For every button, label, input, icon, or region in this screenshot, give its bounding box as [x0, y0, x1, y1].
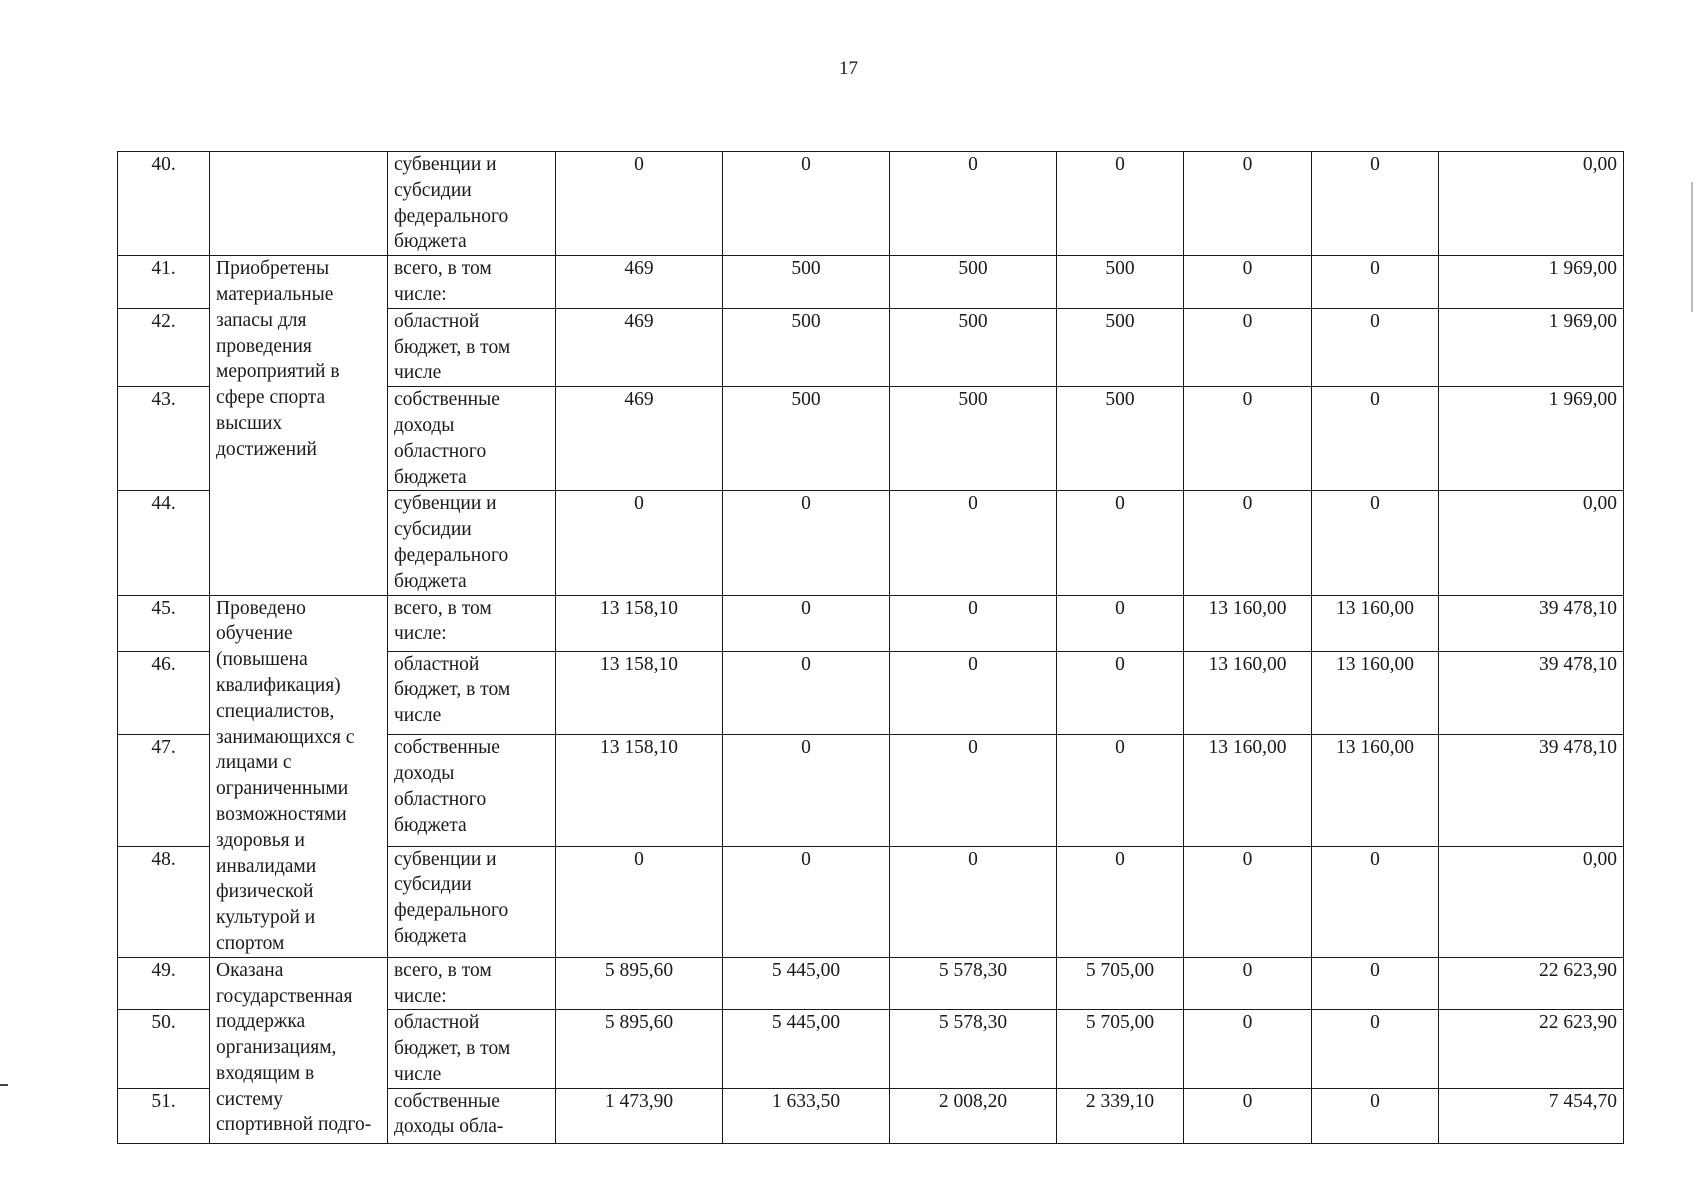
value-cell: 13 158,10: [556, 735, 723, 846]
value-cell: 5 578,30: [890, 957, 1057, 1010]
value-cell: 0: [890, 491, 1057, 595]
row-number: 47.: [118, 735, 210, 846]
budget-table: [117, 151, 1624, 1144]
scan-margin-mark: [0, 1084, 8, 1086]
row-number: 42.: [118, 308, 210, 386]
value-cell: 1 473,90: [556, 1088, 723, 1143]
value-cell: 0: [723, 491, 890, 595]
table-row: [118, 595, 1624, 651]
value-cell: 500: [723, 387, 890, 491]
value-cell: 0: [723, 152, 890, 256]
total-cell: 1 969,00: [1439, 256, 1624, 309]
row-number: 46.: [118, 651, 210, 735]
funding-source: областной бюджет, в том числе: [388, 651, 556, 735]
table-row: [118, 957, 1624, 1010]
value-cell: 0: [556, 152, 723, 256]
funding-source: собственные доходы областного бюджета: [388, 735, 556, 846]
funding-source: субвенции и субсидии федерального бюджета: [388, 491, 556, 595]
value-cell: 469: [556, 308, 723, 386]
value-cell: 500: [1057, 387, 1184, 491]
value-cell: 0: [890, 595, 1057, 651]
value-cell: 13 160,00: [1312, 735, 1439, 846]
value-cell: 5 578,30: [890, 1010, 1057, 1088]
value-cell: 0: [890, 735, 1057, 846]
value-cell: 0: [1057, 846, 1184, 957]
funding-source: всего, в том числе:: [388, 595, 556, 651]
value-cell: 0: [1057, 651, 1184, 735]
total-cell: 0,00: [1439, 152, 1624, 256]
value-cell: 0: [1312, 387, 1439, 491]
scan-edge-mark: [1691, 182, 1693, 312]
funding-source: собственные доходы обла-: [388, 1088, 556, 1143]
table-row: [118, 256, 1624, 309]
event-description: Оказана государственная поддержка организациям, входящим в систему спортивной подго-: [210, 957, 388, 1143]
value-cell: 0: [1184, 957, 1312, 1010]
value-cell: 5 445,00: [723, 1010, 890, 1088]
table-row: [118, 152, 1624, 256]
value-cell: 13 160,00: [1312, 595, 1439, 651]
value-cell: 0: [1184, 152, 1312, 256]
value-cell: 0: [1184, 387, 1312, 491]
value-cell: 0: [1312, 846, 1439, 957]
value-cell: 0: [1312, 957, 1439, 1010]
value-cell: 469: [556, 256, 723, 309]
value-cell: 0: [1184, 491, 1312, 595]
value-cell: 500: [890, 256, 1057, 309]
funding-source: субвенции и субсидии федерального бюджета: [388, 846, 556, 957]
value-cell: 500: [890, 308, 1057, 386]
value-cell: 0: [890, 846, 1057, 957]
funding-source: областной бюджет, в том числе: [388, 1010, 556, 1088]
row-number: 43.: [118, 387, 210, 491]
value-cell: 13 160,00: [1184, 651, 1312, 735]
total-cell: 22 623,90: [1439, 957, 1624, 1010]
total-cell: 39 478,10: [1439, 735, 1624, 846]
funding-source: всего, в том числе:: [388, 957, 556, 1010]
value-cell: 5 895,60: [556, 1010, 723, 1088]
event-description: Проведено обучение (повышена квалификация) специалистов, занимающихся с лицами с ограниченными возможностями здоровья и инвалидами физической культурой и спортом: [210, 595, 388, 957]
event-description: Приобретены материальные запасы для проведения мероприятий в сфере спорта высших достижений: [210, 256, 388, 595]
funding-source: собственные доходы областного бюджета: [388, 387, 556, 491]
value-cell: 500: [723, 256, 890, 309]
page-number: 17: [839, 58, 858, 79]
value-cell: 0: [723, 846, 890, 957]
funding-source: областной бюджет, в том числе: [388, 308, 556, 386]
funding-source: субвенции и субсидии федерального бюджета: [388, 152, 556, 256]
value-cell: 13 160,00: [1184, 595, 1312, 651]
row-number: 40.: [118, 152, 210, 256]
value-cell: 0: [556, 846, 723, 957]
value-cell: 469: [556, 387, 723, 491]
total-cell: 39 478,10: [1439, 595, 1624, 651]
value-cell: 0: [1057, 152, 1184, 256]
value-cell: 0: [1057, 595, 1184, 651]
value-cell: 0: [1184, 256, 1312, 309]
value-cell: 0: [1312, 152, 1439, 256]
value-cell: 500: [1057, 256, 1184, 309]
row-number: 51.: [118, 1088, 210, 1143]
value-cell: 13 158,10: [556, 651, 723, 735]
value-cell: 0: [1312, 256, 1439, 309]
value-cell: 500: [890, 387, 1057, 491]
value-cell: 13 160,00: [1312, 651, 1439, 735]
value-cell: 0: [1312, 491, 1439, 595]
value-cell: 0: [723, 735, 890, 846]
value-cell: 5 705,00: [1057, 1010, 1184, 1088]
row-number: 48.: [118, 846, 210, 957]
row-number: 41.: [118, 256, 210, 309]
value-cell: 500: [723, 308, 890, 386]
total-cell: 0,00: [1439, 846, 1624, 957]
value-cell: 0: [1184, 308, 1312, 386]
total-cell: 0,00: [1439, 491, 1624, 595]
value-cell: 13 158,10: [556, 595, 723, 651]
event-cell: [210, 152, 388, 256]
total-cell: 1 969,00: [1439, 308, 1624, 386]
total-cell: 1 969,00: [1439, 387, 1624, 491]
row-number: 49.: [118, 957, 210, 1010]
value-cell: 0: [556, 491, 723, 595]
value-cell: 0: [1312, 1010, 1439, 1088]
total-cell: 39 478,10: [1439, 651, 1624, 735]
value-cell: 2 008,20: [890, 1088, 1057, 1143]
value-cell: 0: [723, 595, 890, 651]
value-cell: 0: [890, 152, 1057, 256]
value-cell: 5 445,00: [723, 957, 890, 1010]
value-cell: 0: [1057, 491, 1184, 595]
value-cell: 0: [1312, 1088, 1439, 1143]
value-cell: 1 633,50: [723, 1088, 890, 1143]
row-number: 50.: [118, 1010, 210, 1088]
value-cell: 5 705,00: [1057, 957, 1184, 1010]
value-cell: 13 160,00: [1184, 735, 1312, 846]
total-cell: 22 623,90: [1439, 1010, 1624, 1088]
value-cell: 0: [723, 651, 890, 735]
value-cell: 0: [890, 651, 1057, 735]
total-cell: 7 454,70: [1439, 1088, 1624, 1143]
value-cell: 0: [1312, 308, 1439, 386]
value-cell: 2 339,10: [1057, 1088, 1184, 1143]
value-cell: 5 895,60: [556, 957, 723, 1010]
value-cell: 0: [1184, 1010, 1312, 1088]
value-cell: 500: [1057, 308, 1184, 386]
value-cell: 0: [1057, 735, 1184, 846]
row-number: 45.: [118, 595, 210, 651]
row-number: 44.: [118, 491, 210, 595]
value-cell: 0: [1184, 846, 1312, 957]
value-cell: 0: [1184, 1088, 1312, 1143]
funding-source: всего, в том числе:: [388, 256, 556, 309]
